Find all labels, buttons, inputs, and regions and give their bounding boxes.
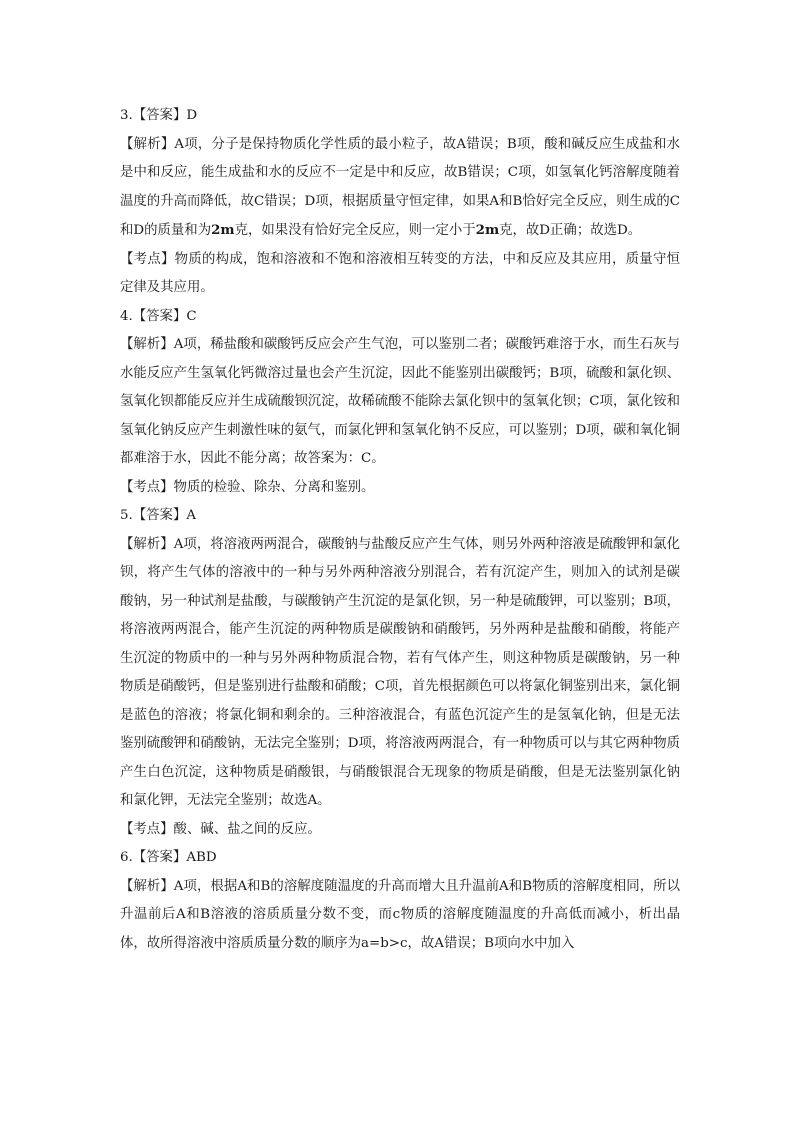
analysis-3-mass-1: 2m [211,222,235,238]
point-5: 【考点】酸、碱、盐之间的反应。 [120,821,321,837]
point-4: 【考点】物质的检验、除杂、分离和鉴别。 [120,479,375,495]
analysis-3-mass-2: 2m [475,222,500,238]
analysis-3-part-2: 克，如果没有恰好完全反应，则一定小于 [234,223,476,238]
point-3: 【考点】物质的构成，饱和溶液和不饱和溶液相互转变的方法，中和反应及其应用，质量守恒定律及其应用。 [120,251,680,295]
analysis-6: 【解析】A项，根据A和B的溶解度随温度的升高而增大且升温前A和B物质的溶解度相同，所以升温前后A和B溶液的溶质质量分数不变，而c物质的溶解度随温度的升高低而减小，析出晶体，故所得溶液中溶质质量分数的顺序为a=b>c，故A错误；B项向水中加入 [120,878,680,951]
answer-3: 3.【答案】D [120,108,198,123]
analysis-3-part-3: 克，故D正确；故选D。 [499,223,642,238]
analysis-3-part-1: 【解析】A项，分子是保持物质化学性质的最小粒子，故A错误；B项，酸和碱反应生成盐和水是中和反应，能生成盐和水的反应不一定是中和反应，故B错误；C项，如氢氧化钙溶解度随着温度的升高而降低，故C错误；D项，根据质量守恒定律，如果A和B恰好完全反应，则生成的C和D的质量和为 [120,136,680,238]
answer-5: 5.【答案】A [120,508,197,523]
analysis-3 [120,131,680,246]
analysis-4: 【解析】A项，稀盐酸和碳酸钙反应会产生气泡，可以鉴别二者；碳酸钙难溶于水，而生石灰与水能反应产生氢氧化钙微溶过量也会产生沉淀，因此不能鉴别出碳酸钙；B项，硫酸和氯化钡、氢氧化钡都能反应并生成硫酸钡沉淀，故稀硫酸不能除去氯化钡中的氢氧化钡；C项，氯化铵和氢氧化钠反应产生刺激性味的氨气，而氯化钾和氢氧化钠不反应，可以鉴别；D项，碳和氧化铜都难溶于水，因此不能分离；故答案为：C。 [120,337,680,466]
answer-4: 4.【答案】C [120,308,197,324]
answer-6: 6.【答案】ABD [120,850,217,865]
analysis-5: 【解析】A项，将溶液两两混合，碳酸钠与盐酸反应产生气体，则另外两种溶液是硫酸钾和氯化钡，将产生气体的溶液中的一种与另外两种溶液分别混合，若有沉淀产生，则加入的试剂是碳酸钠，另一种试剂是盐酸，与碳酸钠产生沉淀的是氯化钡，另一种是硫酸钾，可以鉴别；B项，将溶液两两混合，能产生沉淀的两种物质是碳酸钠和硝酸钙，另外两种是盐酸和硝酸，将能产生沉淀的物质中的一种与另外两种物质混合物，若有气体产生，则这种物质是碳酸钠，另一种物质是硝酸钙，但是鉴别进行盐酸和硝酸；C项，首先根据颜色可以将氯化铜鉴别出来，氯化铜是蓝色的溶液；将氯化铜和剩余的。三种溶液混合，有蓝色沉淀产生的是氢氧化钠，但是无法鉴别硫酸钾和硝酸钠，无法完全鉴别；D项，将溶液两两混合，有一种物质可以与其它两种物质产生白色沉淀，这种物质是硝酸银，与硝酸银混合无现象的物质是硝酸，但是无法鉴别氯化钠和氯化钾，无法完全鉴别；故选A。 [120,536,680,808]
document-page [120,102,680,958]
